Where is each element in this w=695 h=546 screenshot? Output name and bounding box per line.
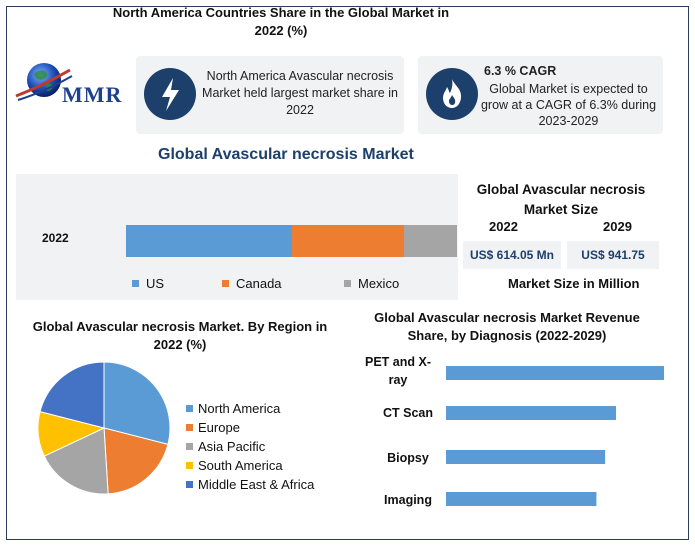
pie-swatch [186, 443, 193, 450]
value-2029: US$ 941.75 [567, 241, 659, 269]
diagnosis-bar-pet-and-x-ray [446, 366, 664, 380]
legend-swatch-mexico [344, 280, 351, 287]
pie-legend-item [186, 399, 314, 418]
legend-us [132, 276, 164, 291]
pie-legend-label: Middle East & Africa [198, 477, 315, 492]
region-share-text: North America Avascular necrosis Market held largest market share in 2022 [202, 69, 398, 117]
legend-label-canada: Canada [236, 276, 282, 291]
pie-legend-item [186, 437, 314, 456]
stacked-bar [126, 225, 457, 257]
legend-label-us: US [146, 276, 165, 291]
pie-legend-item [186, 475, 314, 494]
pie-legend-label: Europe [198, 420, 240, 435]
category-label-pet: PET and X-ray [365, 355, 431, 387]
diagnosis-bar-ct-scan [446, 406, 616, 420]
legend-mexico [344, 276, 399, 291]
year-2029: 2029 [603, 219, 632, 234]
pie-legend-label: South America [198, 458, 283, 473]
diagnosis-bar-imaging [446, 492, 596, 506]
region-pie-chart [34, 358, 174, 498]
pie-legend-label: Asia Pacific [198, 439, 266, 454]
lightning-icon [144, 68, 196, 120]
category-label-biopsy: Biopsy [387, 451, 429, 465]
pie-legend-item [186, 456, 314, 475]
pie-swatch [186, 481, 193, 488]
category-label-ct: CT Scan [382, 406, 433, 420]
diagnosis-bar-chart [440, 356, 670, 516]
category-label-imaging: Imaging [384, 493, 432, 507]
stack-bar-category-label: 2022 [42, 231, 69, 245]
stack-segment-mexico [404, 225, 457, 257]
cagr-value: 6.3 % CAGR [484, 64, 557, 78]
logo-text: MMR [62, 82, 123, 107]
pie-swatch [186, 424, 193, 431]
value-2022: US$ 614.05 Mn [463, 241, 561, 269]
flame-icon [426, 68, 478, 120]
market-size-title: Global Avascular necrosis Market Size [476, 182, 646, 217]
country-share-title: North America Countries Share in the Global Market in 2022 (%) [112, 5, 450, 38]
pie-legend-item [186, 418, 314, 437]
info-card-cagr [418, 56, 663, 134]
stack-segment-canada [292, 225, 405, 257]
pie-legend-label: North America [198, 401, 281, 416]
diagnosis-bar-biopsy [446, 450, 605, 464]
stack-segment-us [126, 225, 292, 257]
region-pie-title: Global Avascular necrosis Market. By Region in 2022 (%) [32, 319, 328, 352]
legend-swatch-canada [222, 280, 229, 287]
cagr-text: Global Market is expected to grow at a CAGR of 6.3% during 2023-2029 [480, 82, 657, 128]
market-size-unit: Market Size in Million [508, 276, 640, 291]
pie-swatch [186, 462, 193, 469]
year-2022: 2022 [489, 219, 518, 234]
main-title: Global Avascular necrosis Market [158, 146, 414, 163]
legend-canada [222, 276, 282, 291]
pie-swatch [186, 405, 193, 412]
legend-label-mexico: Mexico [358, 276, 400, 291]
diagnosis-chart-title: Global Avascular necrosis Market Revenue Share, by Diagnosis (2022-2029) [374, 310, 640, 343]
info-card-region [136, 56, 404, 134]
pie-legend [186, 399, 314, 494]
legend-swatch-us [132, 280, 139, 287]
